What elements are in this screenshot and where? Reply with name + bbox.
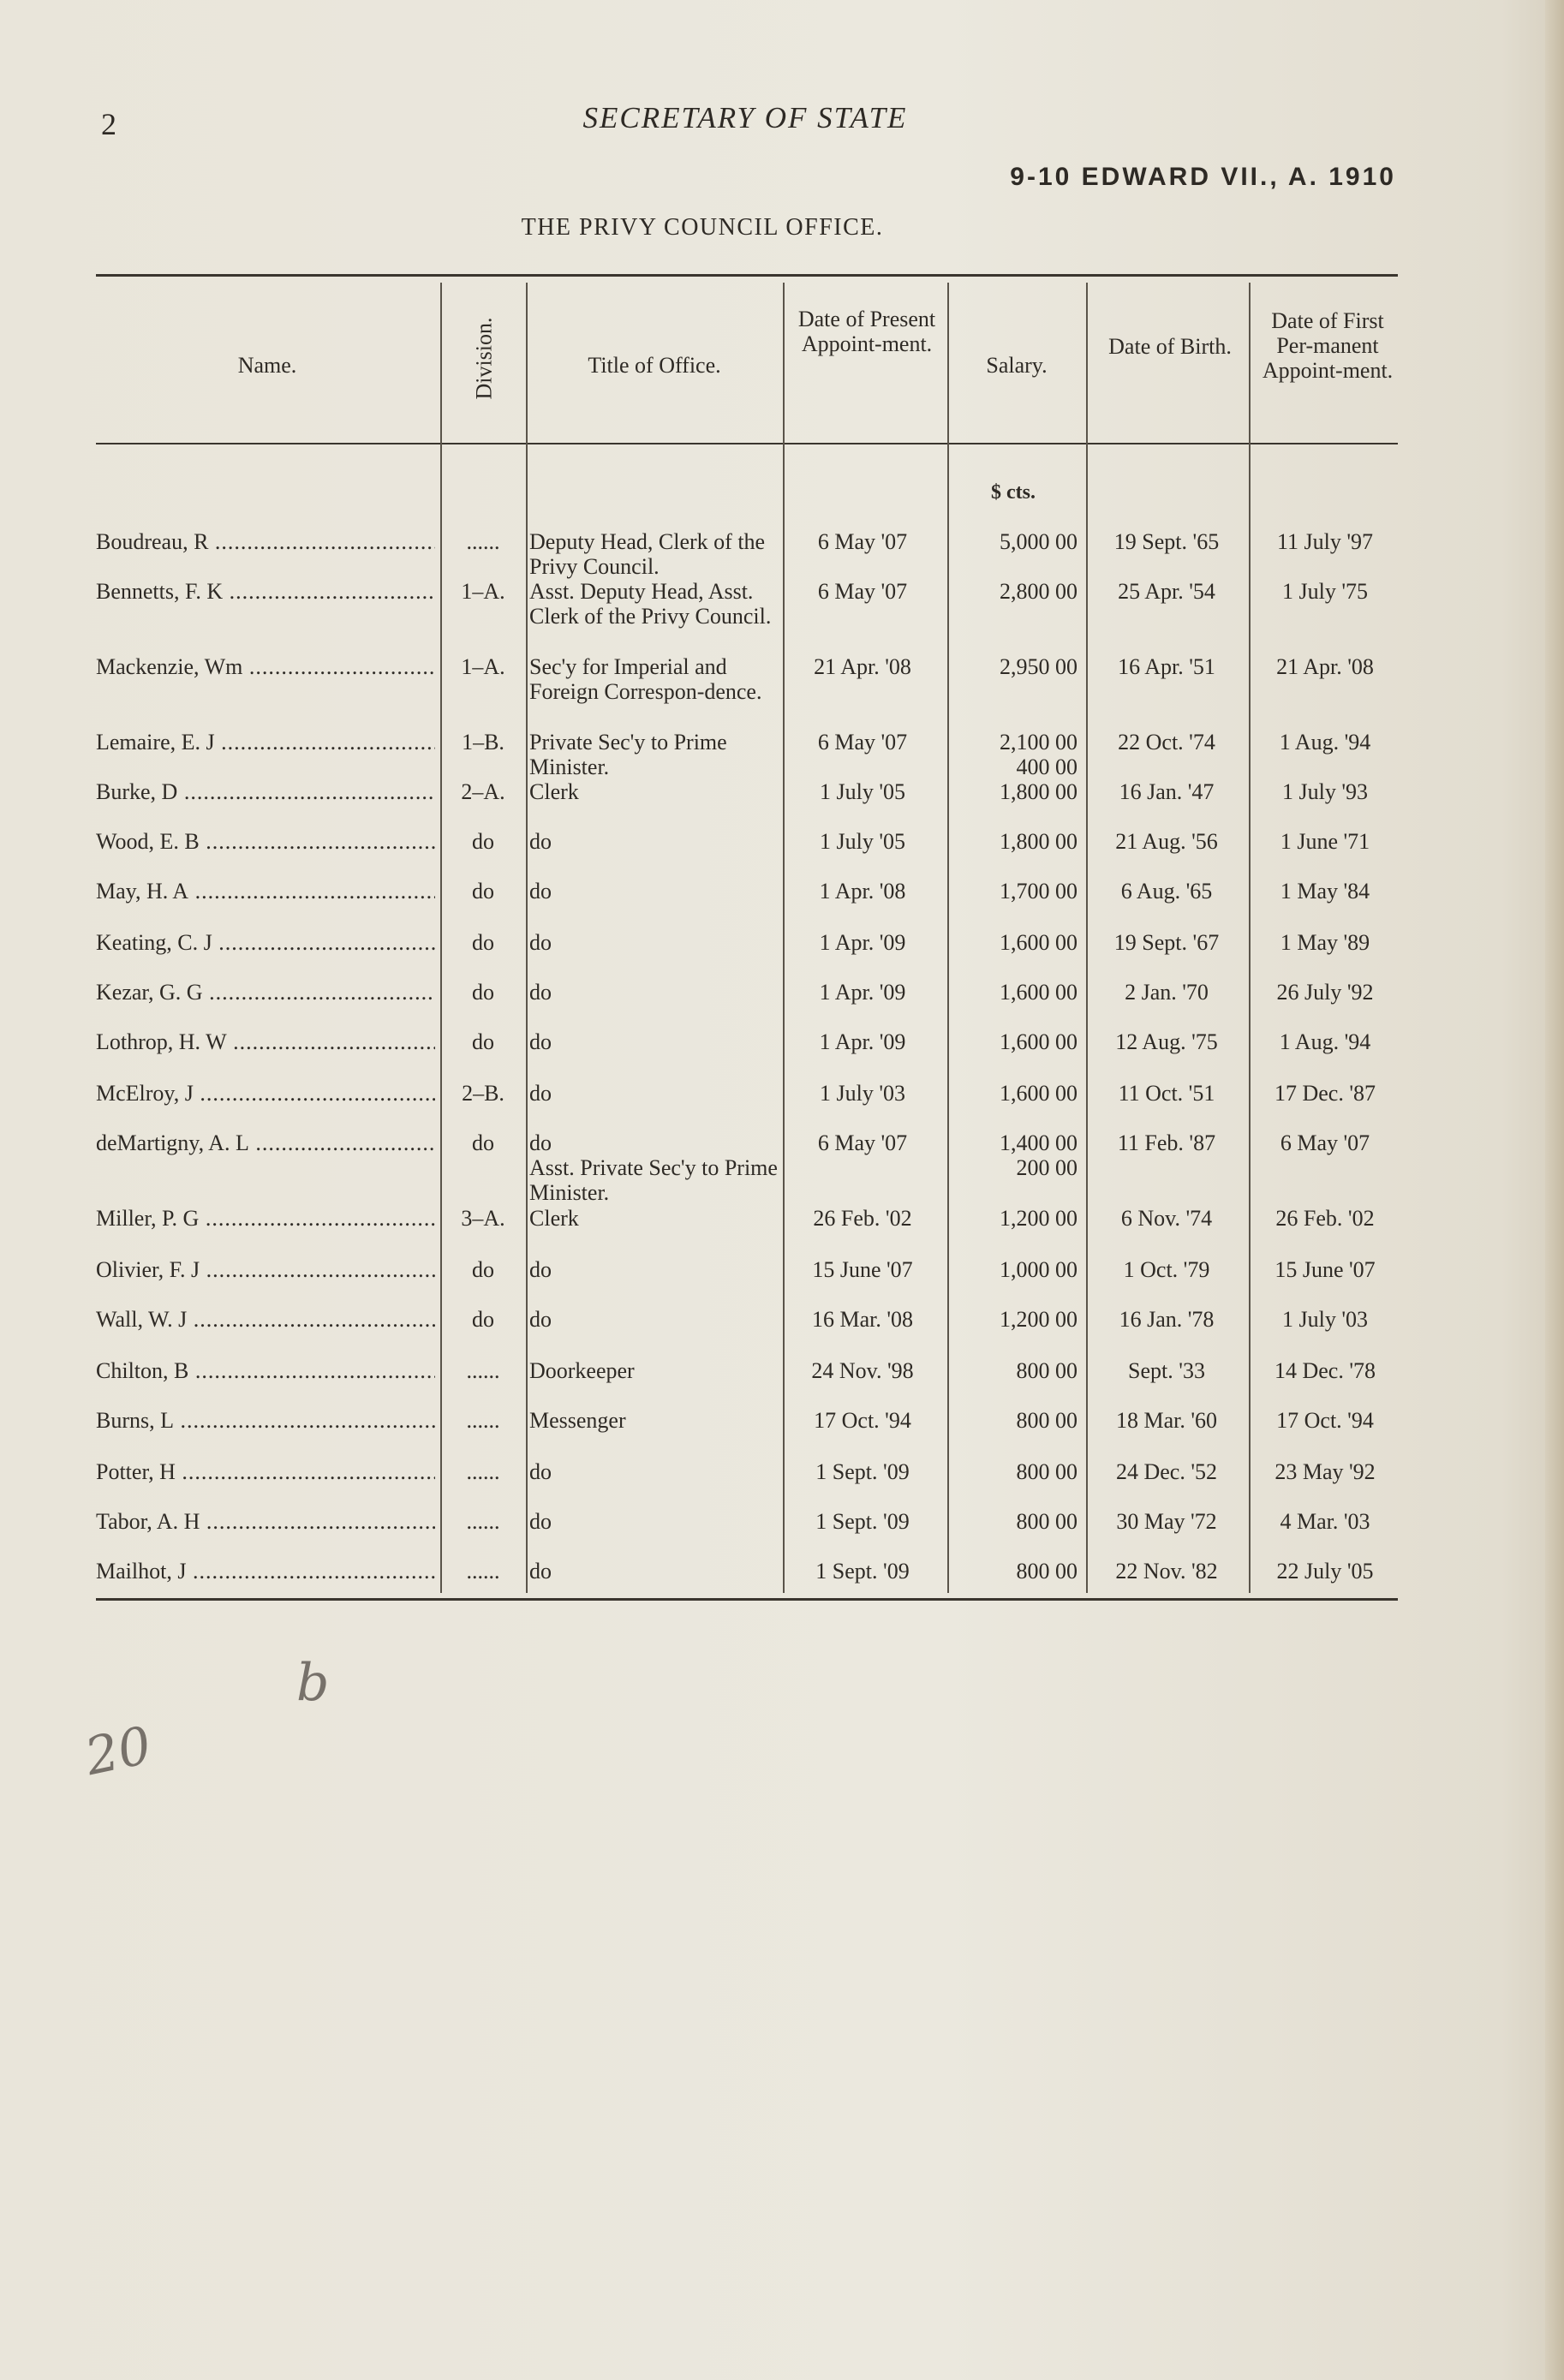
row-salary: 1,000 00 (1000, 1257, 1077, 1282)
row-salary: 1,700 00 (1000, 879, 1077, 904)
table-bottom-rule (96, 1598, 1398, 1601)
row-title: do (529, 1559, 552, 1584)
row-division: ...... (466, 1459, 500, 1484)
row-title: Private Sec'y to Prime Minister. (529, 730, 727, 779)
row-salary: 1,600 00 (1000, 1081, 1077, 1106)
row-salary: 2,800 00 (1000, 579, 1077, 604)
row-salary-extra: 400 00 (1016, 755, 1077, 779)
row-date-present: 1 Sept. '09 (815, 1459, 910, 1484)
row-division: 1–A. (461, 579, 505, 604)
row-birth: 24 Dec. '52 (1115, 1459, 1218, 1484)
row-salary: 1,600 00 (1000, 930, 1077, 955)
row-date-present: 1 Apr. '09 (819, 980, 906, 1005)
row-date-present: 6 May '07 (817, 579, 908, 604)
row-title: Clerk (529, 779, 579, 804)
row-name: Burns, L ..... (96, 1408, 435, 1433)
row-first-permanent: 14 Dec. '78 (1274, 1358, 1376, 1383)
row-name: Boudreau, R ..... (96, 529, 435, 554)
row-division: 1–A. (461, 654, 505, 679)
row-salary: 1,800 00 (1000, 779, 1077, 804)
row-date-present: 16 Mar. '08 (811, 1307, 914, 1332)
row-date-present: 1 Apr. '08 (819, 879, 906, 904)
row-division: do (472, 829, 494, 854)
row-salary: 1,600 00 (1000, 1029, 1077, 1054)
row-title: Asst. Deputy Head, Asst. Clerk of the Privy Council. (529, 579, 772, 629)
row-title: Messenger (529, 1408, 626, 1433)
row-title: do (529, 829, 552, 854)
row-date-present: 1 July '05 (819, 779, 906, 804)
row-first-permanent: 15 June '07 (1274, 1257, 1376, 1282)
row-division: ...... (466, 529, 500, 554)
table-top-rule (96, 274, 1398, 277)
row-first-permanent: 22 July '05 (1276, 1559, 1374, 1584)
row-name: Keating, C. J ..... (96, 930, 435, 955)
col-header-name: Name. (237, 353, 297, 378)
handwritten-mark-20: 20 (80, 1715, 157, 1788)
row-salary: 800 00 (1016, 1509, 1077, 1534)
row-first-permanent: 26 July '92 (1276, 980, 1374, 1005)
row-salary: 5,000 00 (1000, 529, 1077, 554)
row-title-extra: Asst. Private Sec'y to Prime Minister. (529, 1155, 778, 1205)
row-birth: 16 Jan. '47 (1119, 779, 1215, 804)
row-name: Miller, P. G ..... (96, 1206, 435, 1231)
row-name: Tabor, A. H ..... (96, 1509, 435, 1534)
row-first-permanent: 1 May '84 (1280, 879, 1370, 904)
row-birth: 16 Apr. '51 (1118, 654, 1215, 679)
row-name: Potter, H ..... (96, 1459, 435, 1484)
row-title: Doorkeeper (529, 1358, 635, 1383)
row-date-present: 6 May '07 (817, 529, 908, 554)
row-name: May, H. A ..... (96, 879, 435, 904)
row-birth: Sept. '33 (1128, 1358, 1205, 1383)
col-header-date-present: Date of Present Appoint-ment. (797, 307, 936, 356)
session-heading: 9-10 EDWARD VII., A. 1910 (1010, 163, 1396, 191)
row-division: ...... (466, 1509, 500, 1534)
row-first-permanent: 1 July '03 (1281, 1307, 1369, 1332)
col-header-birth: Date of Birth. (1108, 334, 1232, 359)
row-date-present: 1 Apr. '09 (819, 1029, 906, 1054)
row-division: do (472, 1257, 494, 1282)
row-title: Clerk (529, 1206, 579, 1231)
row-first-permanent: 23 May '92 (1274, 1459, 1376, 1484)
row-division: 3–A. (461, 1206, 505, 1231)
row-division: do (472, 1029, 494, 1054)
row-title: do (529, 1029, 552, 1054)
row-first-permanent: 1 May '89 (1280, 930, 1370, 955)
row-date-present: 26 Feb. '02 (813, 1206, 912, 1231)
row-date-present: 17 Oct. '94 (814, 1408, 911, 1433)
row-division: do (472, 879, 494, 904)
row-title: do (529, 930, 552, 955)
row-first-permanent: 1 July '93 (1281, 779, 1369, 804)
row-division: 1–B. (462, 730, 504, 755)
row-birth: 19 Sept. '67 (1113, 930, 1220, 955)
row-salary: 1,200 00 (1000, 1307, 1077, 1332)
row-birth: 22 Oct. '74 (1118, 730, 1215, 755)
row-date-present: 15 June '07 (812, 1257, 913, 1282)
row-first-permanent: 1 Aug. '94 (1279, 730, 1371, 755)
row-title: do (529, 980, 552, 1005)
row-birth: 1 Oct. '79 (1123, 1257, 1210, 1282)
row-date-present: 21 Apr. '08 (814, 654, 911, 679)
row-date-present: 6 May '07 (817, 1130, 908, 1155)
col-sep-2 (526, 283, 528, 1593)
row-salary: 800 00 (1016, 1459, 1077, 1484)
col-header-title: Title of Office. (588, 353, 721, 378)
row-date-present: 24 Nov. '98 (811, 1358, 914, 1383)
row-title: do (529, 1130, 552, 1155)
row-birth: 22 Nov. '82 (1115, 1559, 1218, 1584)
page-number: 2 (101, 107, 116, 141)
row-birth: 18 Mar. '60 (1115, 1408, 1218, 1433)
col-header-division: Division. (471, 317, 497, 400)
col-header-salary: Salary. (986, 353, 1048, 378)
row-division: 2–B. (462, 1081, 504, 1106)
row-first-permanent: 11 July '97 (1276, 529, 1374, 554)
row-salary: 800 00 (1016, 1358, 1077, 1383)
row-birth: 11 Oct. '51 (1118, 1081, 1215, 1106)
book-spine-edge (1545, 0, 1564, 2380)
row-title: do (529, 1257, 552, 1282)
row-name: Kezar, G. G ..... (96, 980, 435, 1005)
row-name: Mackenzie, Wm ..... (96, 654, 435, 679)
col-header-first-permanent: Date of First Per-manent Appoint-ment. (1262, 308, 1394, 383)
row-division: ...... (466, 1559, 500, 1584)
row-salary: 800 00 (1016, 1559, 1077, 1584)
row-birth: 30 May '72 (1116, 1509, 1217, 1534)
row-date-present: 6 May '07 (817, 730, 908, 755)
row-name: Olivier, F. J ..... (96, 1257, 435, 1282)
row-birth: 16 Jan. '78 (1119, 1307, 1215, 1332)
col-sep-3 (783, 283, 785, 1593)
row-date-present: 1 July '05 (819, 829, 906, 854)
row-division: ...... (466, 1358, 500, 1383)
row-salary: 1,600 00 (1000, 980, 1077, 1005)
row-first-permanent: 4 Mar. '03 (1280, 1509, 1370, 1534)
row-salary: 800 00 (1016, 1408, 1077, 1433)
row-birth: 25 Apr. '54 (1118, 579, 1215, 604)
row-name: Lemaire, E. J ..... (96, 730, 435, 755)
row-first-permanent: 1 Aug. '94 (1279, 1029, 1371, 1054)
col-sep-6 (1249, 283, 1251, 1593)
row-first-permanent: 26 Feb. '02 (1275, 1206, 1375, 1231)
row-salary: 2,950 00 (1000, 654, 1077, 679)
row-salary: 2,100 00 (1000, 730, 1077, 755)
row-birth: 11 Feb. '87 (1117, 1130, 1216, 1155)
row-birth: 21 Aug. '56 (1115, 829, 1218, 854)
row-date-present: 1 July '03 (819, 1081, 906, 1106)
row-salary: 1,400 00 (1000, 1130, 1077, 1155)
row-birth: 6 Aug. '65 (1120, 879, 1213, 904)
row-name: McElroy, J ..... (96, 1081, 435, 1106)
row-title: do (529, 1459, 552, 1484)
row-date-present: 1 Apr. '09 (819, 930, 906, 955)
row-title: do (529, 879, 552, 904)
row-title: do (529, 1081, 552, 1106)
row-division: do (472, 1130, 494, 1155)
row-division: do (472, 1307, 494, 1332)
row-division: ...... (466, 1408, 500, 1433)
office-title: THE PRIVY COUNCIL OFFICE. (521, 214, 884, 241)
row-salary: 1,800 00 (1000, 829, 1077, 854)
row-name: Wood, E. B ..... (96, 829, 435, 854)
row-date-present: 1 Sept. '09 (815, 1559, 910, 1584)
row-name: Chilton, B ..... (96, 1358, 435, 1383)
row-birth: 19 Sept. '65 (1113, 529, 1220, 554)
row-birth: 12 Aug. '75 (1115, 1029, 1218, 1054)
row-name: Lothrop, H. W ..... (96, 1029, 435, 1054)
header-bottom-rule (96, 443, 1398, 444)
row-title: do (529, 1509, 552, 1534)
row-first-permanent: 6 May '07 (1280, 1130, 1370, 1155)
salary-units: $ cts. (991, 481, 1036, 504)
row-first-permanent: 21 Apr. '08 (1276, 654, 1374, 679)
row-division: 2–A. (461, 779, 505, 804)
row-name: deMartigny, A. L ..... (96, 1130, 435, 1155)
row-first-permanent: 17 Oct. '94 (1276, 1408, 1374, 1433)
row-birth: 6 Nov. '74 (1120, 1206, 1213, 1231)
row-division: do (472, 980, 494, 1005)
row-division: do (472, 930, 494, 955)
row-name: Mailhot, J ..... (96, 1559, 435, 1584)
row-name: Burke, D ..... (96, 779, 435, 804)
row-first-permanent: 17 Dec. '87 (1274, 1081, 1376, 1106)
row-first-permanent: 1 June '71 (1280, 829, 1370, 854)
row-date-present: 1 Sept. '09 (815, 1509, 910, 1534)
row-title: Deputy Head, Clerk of the Privy Council. (529, 529, 766, 579)
row-name: Wall, W. J ..... (96, 1307, 435, 1332)
running-title: SECRETARY OF STATE (582, 101, 908, 134)
row-title: Sec'y for Imperial and Foreign Correspon-dence. (529, 654, 762, 704)
row-salary-extra: 200 00 (1016, 1155, 1077, 1180)
col-sep-5 (1086, 283, 1088, 1593)
row-name: Bennetts, F. K ..... (96, 579, 435, 604)
row-title: do (529, 1307, 552, 1332)
row-first-permanent: 1 July '75 (1281, 579, 1369, 604)
row-birth: 2 Jan. '70 (1125, 980, 1209, 1005)
row-salary: 1,200 00 (1000, 1206, 1077, 1231)
handwritten-mark-b: b (296, 1653, 330, 1713)
